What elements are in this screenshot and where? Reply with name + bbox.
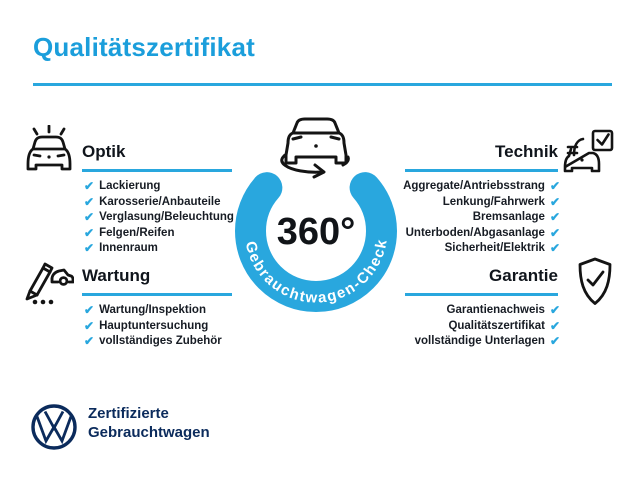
shield-check-icon — [576, 257, 614, 307]
section-heading-technik: Technik — [405, 142, 558, 172]
ring-label: Gebrauchtwagen-Check — [241, 236, 391, 307]
checklist-item-label: Felgen/Reifen — [99, 226, 175, 239]
checklist-item — [448, 320, 560, 332]
checklist-item — [473, 211, 560, 223]
car-checkbox-icon — [562, 129, 616, 174]
check-icon: ✔ — [84, 241, 95, 255]
service-pencil-car-icon — [22, 256, 74, 305]
check-icon: ✔ — [84, 225, 95, 240]
checklist-item — [84, 320, 222, 332]
checklist-item — [403, 180, 560, 192]
degree-label: 360° — [276, 211, 356, 253]
section-heading-garantie: Garantie — [405, 266, 558, 296]
garantie-checklist — [415, 304, 560, 347]
section-heading-optik: Optik — [82, 142, 232, 172]
car-shine-icon — [25, 125, 73, 172]
check-icon: ✔ — [84, 179, 95, 193]
checklist-item — [84, 242, 234, 254]
checklist-item-label: Karosserie/Anbauteile — [99, 195, 221, 208]
check-icon: ✔ — [549, 179, 560, 193]
footer-label — [88, 404, 210, 442]
check-icon: ✔ — [84, 334, 95, 348]
checklist-item-label: Lenkung/Fahrwerk — [442, 195, 545, 208]
footer-label-line1: Zertifizierte — [88, 405, 169, 422]
check-icon: ✔ — [549, 225, 560, 240]
check-icon: ✔ — [549, 194, 560, 209]
check-icon: ✔ — [549, 334, 560, 348]
checklist-item — [84, 180, 234, 192]
checklist-item-label: Sicherheit/Elektrik — [444, 242, 545, 254]
footer-label-line2: Gebrauchtwagen — [88, 424, 210, 441]
checklist-item — [84, 304, 222, 316]
360-check-badge — [222, 113, 412, 318]
checklist-item-label: Qualitätszertifikat — [448, 319, 545, 332]
check-icon: ✔ — [84, 303, 95, 317]
checklist-item-label: Hauptuntersuchung — [99, 319, 209, 332]
checklist-item — [447, 304, 561, 316]
checklist-item — [415, 335, 560, 347]
checklist-item — [84, 196, 234, 208]
checklist-item-label: Verglasung/Beleuchtung — [99, 211, 234, 223]
checklist-item-label: vollständiges Zubehör — [99, 335, 222, 347]
wartung-checklist — [84, 304, 222, 347]
check-icon: ✔ — [549, 318, 560, 333]
checklist-item — [84, 227, 234, 239]
check-icon: ✔ — [549, 241, 560, 255]
vw-logo — [30, 403, 78, 451]
check-icon: ✔ — [84, 194, 95, 209]
title-divider — [33, 83, 612, 86]
car-rotation-icon — [282, 119, 348, 177]
checklist-item-label: vollständige Unterlagen — [414, 335, 545, 347]
check-icon: ✔ — [84, 210, 95, 224]
checklist-item-label: Wartung/Inspektion — [99, 304, 206, 316]
checklist-item-label: Aggregate/Antriebsstrang — [403, 180, 545, 192]
checklist-item — [406, 227, 560, 239]
page-title: Qualitätszertifikat — [33, 32, 255, 62]
check-icon: ✔ — [549, 210, 560, 224]
checklist-item-label: Unterboden/Abgasanlage — [405, 226, 545, 239]
section-heading-wartung: Wartung — [82, 266, 232, 296]
check-icon: ✔ — [84, 318, 95, 333]
checklist-item-label: Innenraum — [99, 242, 158, 254]
checklist-item — [443, 196, 560, 208]
checklist-item-label: Bremsanlage — [472, 211, 545, 223]
optik-checklist — [84, 180, 234, 254]
checklist-item — [445, 242, 560, 254]
technik-checklist — [403, 180, 560, 254]
checklist-item-label: Lackierung — [99, 180, 161, 192]
checklist-item — [84, 335, 222, 347]
checklist-item-label: Garantienachweis — [446, 304, 545, 316]
checklist-item — [84, 211, 234, 223]
check-icon: ✔ — [549, 303, 560, 317]
